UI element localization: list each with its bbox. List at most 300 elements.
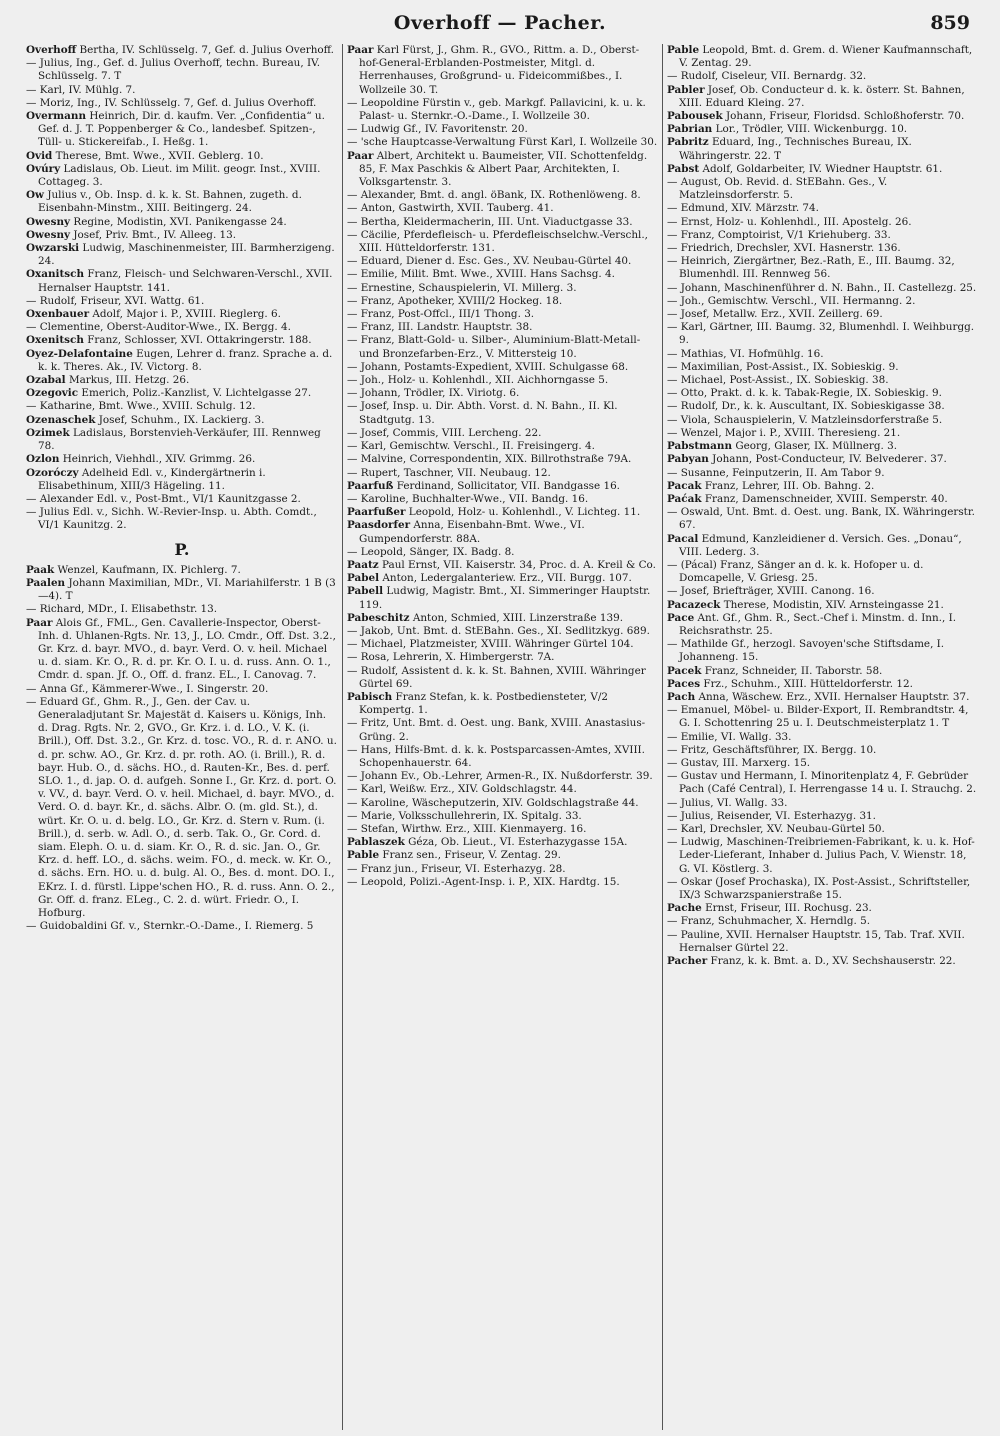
directory-entry — [667, 810, 978, 823]
directory-entry — [667, 915, 978, 928]
entry-text: — Franz, Comptoirist, V/1 Kriehuberg. 33. — [667, 228, 891, 241]
directory-entry — [347, 136, 658, 149]
entry-text: Anna, Wäschew. Erz., XVII. Hernalser Hauptstr. 37. — [698, 690, 970, 703]
column-1 — [22, 44, 342, 1430]
entry-text: Emerich, Poliz.-Kanzlist, V. Lichtelgasse 27. — [81, 387, 312, 400]
entry-surname: Pacher — [667, 955, 708, 968]
entry-text: — 'sche Hauptcasse-Verwaltung Fürst Karl, I. Wollzeile 30. — [347, 136, 658, 149]
directory-entry — [26, 216, 338, 229]
directory-entry — [667, 797, 978, 810]
entry-text: — Moriz, Ing., IV. Schlüsselg. 7, Gef. d. Julius Overhoff. — [26, 96, 317, 109]
page-number: 859 — [930, 12, 970, 34]
entry-text: — Marie, Volksschullehrerin, IX. Spitalg. 33. — [347, 809, 582, 822]
directory-entry — [347, 797, 658, 810]
directory-entry — [667, 295, 978, 308]
entry-surname: Ozenaschek — [26, 413, 96, 426]
entry-surname: Pabousek — [667, 110, 723, 123]
directory-entry — [347, 440, 658, 453]
directory-entry — [26, 334, 338, 347]
entry-text: Alois Gf., FML., Gen. Cavallerie-Inspector, Oberst-Inh. d. Uhlanen-Rgts. Nr. 13, J., LO. Cmdr., Off. Dst. 3.2., Gr. Krz. d. bayr. MVO., d. bayr. Verd. O. v. heil. Michael u. d. siam. Kr. O., R. d. pr. Kr. O. I. u. d. russ. Ann. O. 1., Cmdr. d. span. Jf. O., Off. d. franz. EL., I. Canovag. 7. — [38, 616, 336, 682]
entry-text: Franz, Lehrer, III. Ob. Bahng. 2. — [704, 479, 875, 492]
directory-entry — [667, 84, 978, 110]
entry-surname: Overhoff — [26, 44, 77, 56]
entry-surname: Pabyan — [667, 453, 709, 466]
directory-entry — [667, 321, 978, 347]
directory-entry — [347, 374, 658, 387]
directory-entry — [347, 612, 658, 625]
directory-entry — [347, 295, 658, 308]
directory-entry — [347, 282, 658, 295]
entry-text: — Karoline, Wäscheputzerin, XIV. Goldschlagstraße 44. — [347, 796, 639, 809]
directory-entry — [667, 348, 978, 361]
directory-entry — [347, 863, 658, 876]
entry-surname: Ovúry — [26, 162, 61, 175]
entry-text: — Franz, Apotheker, XVIII/2 Hockeg. 18. — [347, 294, 563, 307]
entry-text: — Katharine, Bmt. Wwe., XVIII. Schulg. 12. — [26, 400, 256, 413]
entry-text: Anton, Schmied, XIII. Linzerstraße 139. — [412, 611, 624, 624]
directory-entry — [347, 783, 658, 796]
section-letter: P. — [174, 539, 190, 559]
entry-text: Ladislaus, Borstenvieh-Verkäufer, III. Rennweg 78. — [38, 426, 321, 453]
entry-text: — Alexander, Bmt. d. angl. öBank, IX. Rothenlöweng. 8. — [347, 189, 641, 202]
entry-text: Lor., Trödler, VIII. Wickenburgg. 10. — [715, 123, 908, 136]
directory-entry — [26, 150, 338, 163]
entry-surname: Pacazeck — [667, 598, 721, 611]
entry-surname: Paalen — [26, 576, 66, 589]
entry-surname: Oxenbauer — [26, 308, 90, 321]
entry-text: — Johann, Postamts-Expedient, XVIII. Schulgasse 68. — [347, 360, 629, 373]
directory-entry — [26, 683, 338, 696]
entry-surname: Ozoróczy — [26, 466, 79, 479]
directory-entry — [26, 400, 338, 413]
entry-surname: Pabst — [667, 162, 700, 175]
entry-text: Josef, Ob. Conducteur d. k. k. österr. St. Bahnen, XIII. Eduard Kleing. 27. — [679, 83, 965, 109]
entry-text: — August, Ob. Revid. d. StEBahn. Ges., V. Matzleinsdorferstr. 5. — [667, 176, 888, 202]
directory-columns — [22, 44, 982, 1430]
directory-entry — [667, 361, 978, 374]
entry-text: — Gustav, III. Marxerg. 15. — [667, 756, 811, 769]
directory-entry — [667, 836, 978, 876]
directory-entry — [347, 427, 658, 440]
entry-text: — Emanuel, Möbel- u. Bilder-Export, II. Rembrandtstr. 4, G. I. Schottenring 25 u. I. Deutschmeisterplatz 1. T — [667, 704, 969, 730]
entry-surname: Pabstmann — [667, 440, 733, 453]
directory-entry — [667, 123, 978, 136]
directory-entry — [26, 97, 338, 110]
entry-text: — Josef, Insp. u. Dir. Abth. Vorst. d. N. Bahn., II. Kl. Stadtgutg. 13. — [347, 400, 618, 426]
entry-text: Wenzel, Kaufmann, IX. Pichlerg. 7. — [57, 563, 241, 576]
directory-entry — [26, 696, 338, 920]
entry-surname: Ozegovic — [26, 387, 79, 400]
entry-text: Albert, Architekt u. Baumeister, VII. Schottenfeldg. 85, F. Max Paschkis & Albert Paar, Architekten, I. Volksgartenstr. 3. — [359, 149, 648, 189]
directory-entry — [26, 308, 338, 321]
entry-text: — Michael, Platzmeister, XVIII. Währinger Gürtel 104. — [347, 638, 634, 651]
directory-entry — [667, 876, 978, 902]
entry-text: — Karl, Drechsler, XV. Neubau-Gürtel 50. — [667, 822, 885, 835]
entry-surname: Paćak — [667, 492, 702, 505]
directory-entry — [347, 387, 658, 400]
entry-text: — Guidobaldini Gf. v., Sternkr.-O.-Dame., I. Riemerg. 5 — [26, 920, 314, 933]
entry-surname: Pacek — [667, 664, 702, 677]
directory-entry — [347, 717, 658, 743]
directory-entry — [667, 955, 978, 968]
entry-text: Franz, k. k. Bmt. a. D., XV. Sechshauserstr. 22. — [710, 955, 956, 968]
entry-text: — Jakob, Unt. Bmt. d. StEBahn. Ges., XI. Sedlitzkyg. 689. — [347, 624, 650, 637]
entry-text: — Michael, Post-Assist., IX. Sobieskig. 38. — [667, 374, 889, 387]
directory-entry — [347, 506, 658, 519]
directory-entry — [667, 229, 978, 242]
entry-text: — Joh., Gemischtw. Verschl., VII. Hermanng. 2. — [667, 294, 916, 307]
directory-entry — [667, 599, 978, 612]
directory-entry — [667, 902, 978, 915]
entry-text: — Josef, Briefträger, XVIII. Canong. 16. — [667, 585, 875, 598]
directory-entry — [347, 638, 658, 651]
entry-surname: Pabler — [667, 83, 705, 96]
entry-text: — Fritz, Unt. Bmt. d. Oest. ung. Bank, XVIII. Anastasius-Grüng. 2. — [347, 717, 646, 743]
directory-entry — [667, 110, 978, 123]
directory-entry — [667, 136, 978, 162]
entry-surname: Paar — [26, 616, 53, 629]
directory-entry — [347, 625, 658, 638]
entry-text: Anna, Eisenbahn-Bmt. Wwe., VI. Gumpendorferstr. 88A. — [359, 519, 585, 545]
entry-text: — Mathias, VI. Hofmühlg. 16. — [667, 347, 824, 360]
entry-text: — Gustav und Hermann, I. Minoritenplatz 4, F. Gebrüder Pach (Café Central), I. Herrengasse 14 u. I. Strauchg. 2. — [667, 770, 977, 796]
directory-entry — [347, 189, 658, 202]
directory-entry — [347, 665, 658, 691]
directory-entry — [26, 44, 338, 57]
entry-text: — Friedrich, Drechsler, XVI. Hasnerstr. 136. — [667, 242, 901, 255]
directory-entry — [347, 334, 658, 360]
entry-text: Eugen, Lehrer d. franz. Sprache a. d. k. k. Theres. Ak., IV. Victorg. 8. — [38, 347, 333, 373]
entry-text: — Leopold, Polizi.-Agent-Insp. i. P., XIX. Hardtg. 15. — [347, 875, 620, 888]
entry-text: — Hans, Hilfs-Bmt. d. k. k. Postsparcassen-Amtes, XVIII. Schopenhauerstr. 64. — [347, 743, 645, 769]
entry-text: Franz Stefan, k. k. Postbediensteter, V/2 Kompertg. 1. — [359, 690, 608, 717]
directory-entry — [26, 427, 338, 453]
directory-entry — [347, 770, 658, 783]
entry-surname: Ovid — [26, 149, 53, 162]
entry-surname: Ozabal — [26, 374, 66, 387]
directory-entry — [667, 533, 978, 559]
entry-text: Karl Fürst, J., Ghm. R., GVO., Rittm. a. D., Oberst-hof-General-Erblanden-Postmeister, Mitgl. d. Herrenhauses, Großgrund- u. Fideicommißbes., I. Wollzeile 30. T. — [359, 44, 640, 96]
directory-entry — [26, 57, 338, 83]
entry-text: Ladislaus, Ob. Lieut. im Milit. geogr. Inst., XVIII. Cottageg. 3. — [38, 162, 321, 189]
directory-entry — [26, 110, 338, 150]
entry-text: — Karl, IV. Mühlg. 7. — [26, 83, 136, 96]
directory-entry — [26, 493, 338, 506]
running-head: Overhoff — Pacher. — [393, 12, 607, 34]
directory-entry — [347, 559, 658, 572]
directory-entry — [347, 810, 658, 823]
directory-entry — [26, 387, 338, 400]
entry-surname: Ow — [26, 189, 44, 202]
directory-entry — [667, 255, 978, 281]
entry-text: Franz, Damenschneider, XVIII. Semperstr. 40. — [704, 492, 948, 505]
directory-entry — [667, 427, 978, 440]
entry-text: — Julius, VI. Wallg. 33. — [667, 796, 788, 809]
entry-text: — Richard, MDr., I. Elisabethstr. 13. — [26, 603, 218, 616]
entry-text: — Alexander Edl. v., Post-Bmt., VI/1 Kaunitzgasse 2. — [26, 492, 301, 505]
directory-entry — [667, 387, 978, 400]
entry-text: Franz sen., Friseur, V. Zentag. 29. — [382, 849, 561, 862]
directory-entry — [26, 84, 338, 97]
directory-entry — [667, 678, 978, 691]
directory-entry — [26, 467, 338, 493]
entry-text: — Rupert, Taschner, VII. Neubaug. 12. — [347, 466, 551, 479]
directory-entry — [667, 493, 978, 506]
directory-entry — [26, 564, 338, 577]
entry-text: Heinrich, Dir. d. kaufm. Ver. „Confidentia“ u. Gef. d. J. T. Poppenberger & Co., landesbef. Spitzen-, Tüll- u. Stickereifab., I. Heßg. 1. — [38, 110, 325, 149]
entry-surname: Paces — [667, 677, 701, 690]
entry-text: — Rudolf, Friseur, XVI. Wattg. 61. — [26, 294, 205, 307]
entry-text: Adolf, Major i. P., XVIII. Rieglerg. 6. — [92, 308, 281, 321]
entry-surname: Pach — [667, 690, 696, 703]
directory-entry — [347, 123, 658, 136]
entry-text: — Franz jun., Friseur, VI. Esterhazyg. 28. — [347, 862, 566, 875]
entry-text: — Rosa, Lehrerin, X. Himbergerstr. 7A. — [347, 651, 555, 664]
entry-text: — Eduard Gf., Ghm. R., J., Gen. der Cav. u. Generaladjutant Sr. Majestät d. Kaisers u. Königs, Inh. d. Drag. Rgts. Nr. 2, GVO., Gr. Krz. i. d. LO., V. K. (i. Brill.), Off. Dst. 3.2., Gr. Krz. d. tosc. VO., R. d. r. ANO. u. d. pr. schw. AO., Gr. Krz. d. pr. roth. AO. (i. Brill.), R. d. bayr. Hub. O., d. sächs. HO., d. Rauten-Kr., Bes. d. perf. SLO. 1., d. jap. O. d. aufgeh. Sonne I., Gr. Krz. d. port. O. v. VV., d. bayr. Verd. O. v. heil. Michael, d. bayr. MVO., d. Verd. O. d. bayr. Kr., d. sächs. Albr. O. (m. gld. St.), d. würt. Kr. O. u. d. belg. LO., Gr. Krz. d. Stern v. Rum. (i. Brill.), d. serb. w. Adl. O., d. serb. Tak. O., Gr. Cord. d. siam. Eleph. O. u. d. siam. Kr. O., R. d. sic. Jan. O., Gr. Krz. d. heff. LO., d. sächs. weim. FO., d. meck. w. Kr. O., d. sächs. Ern. HO. u. d. bulg. Al. O., Bes. d. mont. DO. I., EKrz. I. d. fürstl. Lippe'schen HO., R. d. russ. Ann. O. 2., Gr. Off. d. franz. ELeg., C. 2. d. würt. Friedr. O., I. Hofburg. — [26, 695, 337, 919]
entry-text: Ernst, Friseur, III. Rochusg. 23. — [705, 902, 872, 915]
entry-text: — Franz, Schuhmacher, X. Herndlg. 5. — [667, 915, 871, 928]
entry-text: — Fritz, Geschäftsführer, IX. Bergg. 10. — [667, 743, 877, 756]
entry-text: — Ernst, Holz- u. Kohlenhdl., III. Apostelg. 26. — [667, 215, 912, 228]
directory-entry — [667, 691, 978, 704]
directory-entry — [347, 97, 658, 123]
entry-text: Leopold, Holz- u. Kohlenhdl., V. Lichteg. 11. — [408, 506, 641, 519]
directory-entry — [667, 242, 978, 255]
entry-surname: Pabisch — [347, 690, 393, 703]
directory-entry — [667, 440, 978, 453]
entry-text: Julius v., Ob. Insp. d. k. k. St. Bahnen, zugeth. d. Eisenbahn-Minstm., XIII. Beitingerg. 24. — [38, 189, 302, 215]
entry-surname: Owesny — [26, 228, 71, 241]
directory-entry — [667, 585, 978, 598]
directory-entry — [26, 229, 338, 242]
directory-entry — [347, 836, 658, 849]
entry-surname: Pabel — [347, 572, 380, 585]
entry-text: — Karoline, Buchhalter-Wwe., VII. Bandg. 16. — [347, 492, 589, 505]
entry-text: — Emilie, VI. Wallg. 33. — [667, 730, 792, 743]
entry-surname: Oyez-Delafontaine — [26, 347, 133, 360]
directory-entry — [347, 493, 658, 506]
entry-text: Johann Maximilian, MDr., VI. Mariahilferstr. 1 B (3—4). T — [38, 576, 336, 603]
entry-surname: Owesny — [26, 215, 71, 228]
directory-entry — [347, 691, 658, 717]
entry-text: — Malvine, Correspondentin, XIX. Billrothstraße 79A. — [347, 453, 632, 466]
entry-surname: Paar — [347, 44, 374, 56]
directory-entry — [347, 400, 658, 426]
directory-entry — [26, 920, 338, 933]
entry-text: — Ernestine, Schauspielerin, VI. Millerg. 3. — [347, 281, 577, 294]
entry-text: — Julius Edl. v., Sichh. W.-Revier-Insp. u. Abth. Comdt., VI/1 Kaunitzg. 2. — [26, 506, 317, 532]
column-3 — [662, 44, 982, 1430]
directory-entry — [347, 744, 658, 770]
directory-entry — [347, 546, 658, 559]
directory-entry — [26, 506, 338, 532]
entry-text: — Franz, Blatt-Gold- u. Silber-, Aluminium-Blatt-Metall- und Bronzefarben-Erz., V. Mittersteig 10. — [347, 334, 641, 360]
directory-entry — [667, 823, 978, 836]
entry-text: Edmund, Kanzleidiener d. Versich. Ges. „Donau“, VIII. Lederg. 3. — [679, 532, 962, 558]
entry-text: Paul Ernst, VII. Kaiserstr. 34, Proc. d. A. Kreil & Co. — [382, 558, 656, 571]
entry-text: — Pauline, XVII. Hernalser Hauptstr. 15, Tab. Traf. XVII. Hernalser Gürtel 22. — [667, 928, 965, 954]
entry-text: Franz, Schneider, II. Taborstr. 58. — [704, 664, 883, 677]
directory-entry — [667, 70, 978, 83]
directory-entry — [667, 757, 978, 770]
entry-text: Georg, Glaser, IX. Müllnerg. 3. — [735, 440, 898, 453]
entry-text: — Rudolf, Ciseleur, VII. Bernardg. 32. — [667, 70, 867, 83]
entry-text: — Viola, Schauspielerin, V. Matzleinsdorferstraße 5. — [667, 413, 943, 426]
entry-text: Therese, Bmt. Wwe., XVII. Geblerg. 10. — [55, 149, 264, 162]
entry-text: — Joh., Holz- u. Kohlenhdl., XII. Aichhorngasse 5. — [347, 374, 609, 387]
entry-surname: Oxenitsch — [26, 334, 84, 347]
directory-entry — [667, 202, 978, 215]
entry-text: — Karl, Weißw. Erz., XIV. Goldschlagstr. 44. — [347, 783, 577, 796]
directory-entry — [347, 44, 658, 97]
entry-text: — Anton, Gastwirth, XVII. Tauberg. 41. — [347, 202, 554, 215]
directory-entry — [667, 374, 978, 387]
directory-entry — [347, 229, 658, 255]
entry-text: — Oswald, Unt. Bmt. d. Oest. ung. Bank, IX. Währingerstr. 67. — [667, 506, 975, 532]
directory-entry — [667, 744, 978, 757]
directory-entry — [26, 617, 338, 683]
entry-surname: Pace — [667, 611, 695, 624]
entry-text: Markus, III. Hetzg. 26. — [68, 374, 190, 387]
entry-text: Ludwig, Maschinenmeister, III. Barmherzigeng. 24. — [38, 242, 335, 268]
entry-text: — Edmund, XIV. Märzstr. 74. — [667, 202, 819, 215]
directory-entry — [667, 731, 978, 744]
entry-surname: Pable — [347, 849, 380, 862]
entry-text: Eduard, Ing., Technisches Bureau, IX. Währingerstr. 22. T — [679, 136, 912, 162]
directory-entry — [26, 268, 338, 294]
entry-text: Ludwig, Magistr. Bmt., XI. Simmeringer Hauptstr. 119. — [359, 585, 651, 611]
directory-entry — [347, 823, 658, 836]
entry-text: Johann, Friseur, Floridsd. Schloßhoferstr. 70. — [726, 110, 965, 123]
entry-text: — Rudolf, Dr., k. k. Auscultant, IX. Sobieskigasse 38. — [667, 400, 945, 413]
entry-text: — Eduard, Diener d. Esc. Ges., XV. Neubau-Gürtel 40. — [347, 255, 632, 268]
directory-entry — [667, 704, 978, 730]
directory-entry — [26, 414, 338, 427]
entry-surname: Overmann — [26, 110, 87, 123]
entry-surname: Pache — [667, 902, 702, 915]
directory-entry — [26, 242, 338, 268]
entry-surname: Pacal — [667, 532, 699, 545]
entry-text: Ferdinand, Sollicitator, VII. Bandgasse 16. — [396, 479, 620, 492]
directory-entry — [26, 374, 338, 387]
entry-text: — (Pácal) Franz, Sänger an d. k. k. Hofoper u. d. Domcapelle, V. Griesg. 25. — [667, 558, 924, 585]
entry-surname: Pablaszek — [347, 836, 405, 849]
entry-text: Frz., Schuhm., XIII. Hütteldorferstr. 12. — [703, 677, 913, 690]
entry-text: — Rudolf, Assistent d. k. k. St. Bahnen, XVIII. Währinger Gürtel 69. — [347, 664, 646, 690]
entry-text: — Mathilde Gf., herzogl. Savoyen'sche Stiftsdame, I. Johanneng. 15. — [667, 638, 945, 664]
directory-entry — [26, 163, 338, 189]
entry-text: — Susanne, Feinputzerin, II. Am Tabor 9. — [667, 466, 885, 479]
directory-entry — [667, 216, 978, 229]
entry-text: — Cäcilie, Pferdefleisch- u. Pferdefleischselchw.-Verschl., XIII. Hütteldorferstr. 131. — [347, 228, 648, 255]
entry-text: Franz, Fleisch- und Selchwaren-Verschl., XVII. Hernalser Hauptstr. 141. — [38, 268, 333, 294]
entry-text: Adelheid Edl. v., Kindergärtnerin i. Elisabethinum, XIII/3 Hägeling. 11. — [38, 466, 266, 492]
entry-text: — Julius, Ing., Gef. d. Julius Overhoff, techn. Bureau, IV. Schlüsselg. 7. T — [26, 57, 321, 83]
entry-text: Anton, Ledergalanteriew. Erz., VII. Burgg. 107. — [382, 572, 632, 585]
entry-text: — Karl, Gärtner, III. Baumg. 32, Blumenhdl. I. Weihburgg. 9. — [667, 321, 975, 347]
entry-text: — Franz, III. Landstr. Hauptstr. 38. — [347, 321, 533, 334]
entry-text: Johann, Post-Conducteur, IV. Belvederег. 37. — [712, 453, 947, 466]
entry-surname: Ozlon — [26, 453, 60, 466]
entry-surname: Paarfußer — [347, 506, 406, 519]
directory-entry — [347, 216, 658, 229]
entry-text: — Leopold, Sänger, IX. Badg. 8. — [347, 545, 515, 558]
directory-entry — [347, 572, 658, 585]
directory-entry — [347, 150, 658, 190]
directory-entry — [667, 467, 978, 480]
entry-surname: Paak — [26, 563, 55, 576]
directory-entry — [347, 467, 658, 480]
entry-text: Géza, Ob. Lieut., VI. Esterhazygasse 15A. — [408, 836, 628, 849]
entry-text: — Bertha, Kleidermacherin, III. Unt. Viaductgasse 33. — [347, 215, 633, 228]
directory-entry — [667, 453, 978, 466]
entry-text: — Karl, Gemischtw. Verschl., II. Freisingerg. 4. — [347, 440, 595, 453]
entry-text: — Franz, Post-Offcl., III/1 Thong. 3. — [347, 308, 535, 321]
entry-surname: Pable — [667, 44, 700, 56]
directory-entry — [667, 176, 978, 202]
page-header — [0, 0, 1000, 42]
entry-surname: Paar — [347, 149, 374, 162]
entry-text: Ant. Gf., Ghm. R., Sect.-Chef i. Minstm. d. Inn., I. Reichsrathstr. 25. — [679, 611, 957, 637]
entry-surname: Pacak — [667, 479, 702, 492]
entry-text: Heinrich, Viehhdl., XIV. Grimmg. 26. — [62, 453, 256, 466]
directory-entry — [667, 308, 978, 321]
directory-entry — [667, 638, 978, 664]
entry-text: — Ludwig, Maschinen-Treibriemen-Fabrikant, k. u. k. Hof-Leder-Lieferant, Inhaber d. Julius Pach, V. Wienstr. 18, G. VI. Köstlerg. 3. — [667, 836, 975, 875]
entry-surname: Pabell — [347, 585, 384, 598]
entry-text: — Oskar (Josef Prochaska), IX. Post-Assist., Schriftsteller, IX/3 Schwarzspanierstraße 15. — [667, 875, 971, 901]
directory-entry — [26, 348, 338, 374]
directory-entry — [347, 268, 658, 281]
entry-text: — Josef, Metallw. Erz., XVII. Zeillerg. 69. — [667, 308, 883, 321]
directory-entry — [26, 453, 338, 466]
directory-entry — [347, 876, 658, 889]
entry-text: — Johann, Maschinenführer d. N. Bahn., II. Castellezg. 25. — [667, 281, 977, 294]
entry-text: — Wenzel, Major i. P., XVIII. Theresieng. 21. — [667, 426, 901, 439]
directory-entry — [26, 295, 338, 308]
directory-entry — [26, 321, 338, 334]
directory-entry — [667, 282, 978, 295]
entry-text: — Ludwig Gf., IV. Favoritenstr. 20. — [347, 123, 528, 136]
entry-text: Therese, Modistin, XIV. Arnsteingasse 21. — [723, 598, 944, 611]
directory-entry — [347, 849, 658, 862]
entry-surname: Paarfuß — [347, 479, 394, 492]
entry-text: — Emilie, Milit. Bmt. Wwe., XVIII. Hans Sachsg. 4. — [347, 268, 615, 281]
directory-entry — [667, 414, 978, 427]
directory-entry — [347, 255, 658, 268]
directory-entry — [667, 665, 978, 678]
entry-text: Franz, Schlosser, XVI. Ottakringerstr. 188. — [87, 334, 312, 347]
directory-entry — [347, 321, 658, 334]
directory-entry — [667, 770, 978, 796]
entry-text: — Josef, Commis, VIII. Lercheng. 22. — [347, 426, 542, 439]
directory-entry — [347, 202, 658, 215]
entry-text: Bertha, IV. Schlüsselg. 7, Gef. d. Julius Overhoff. — [79, 44, 334, 56]
directory-entry — [667, 559, 978, 585]
entry-surname: Pabeschitz — [347, 611, 410, 624]
entry-text: — Johann Ev., Ob.-Lehrer, Armen-R., IX. Nußdorferstr. 39. — [347, 770, 653, 783]
directory-entry — [667, 44, 978, 70]
directory-entry — [667, 480, 978, 493]
entry-text: — Anna Gf., Kämmerer-Wwe., I. Singerstr. 20. — [26, 682, 269, 695]
directory-entry — [667, 400, 978, 413]
entry-text: Adolf, Goldarbeiter, IV. Wiedner Hauptstr. 61. — [702, 162, 943, 175]
directory-entry — [347, 519, 658, 545]
entry-text: — Otto, Prakt. d. k. k. Tabak-Regie, IX. Sobieskig. 9. — [667, 387, 942, 400]
directory-entry — [347, 480, 658, 493]
entry-text: — Leopoldine Fürstin v., geb. Markgf. Pallavicini, k. u. k. Palast- u. Sternkr.-O.-Dame., I. Wollzeile 30. — [347, 96, 646, 123]
directory-entry — [667, 612, 978, 638]
